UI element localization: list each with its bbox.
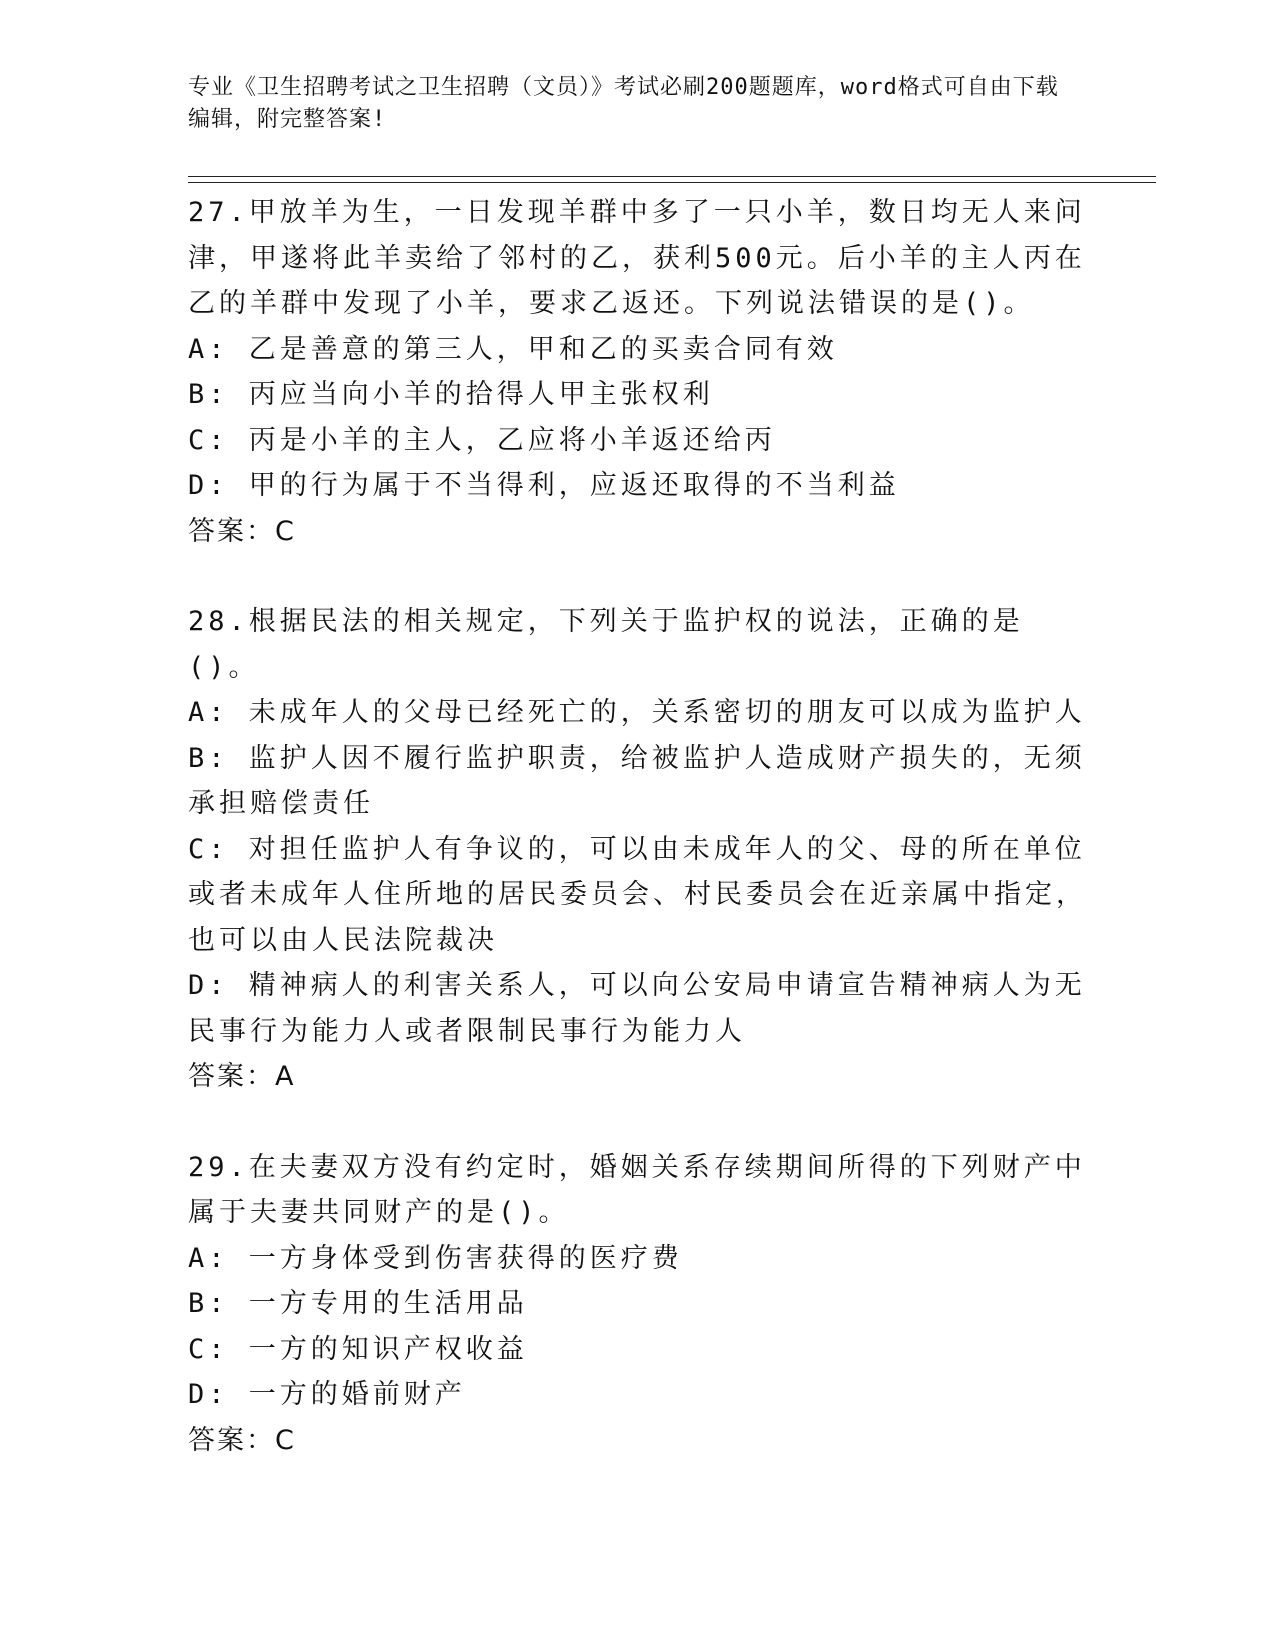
answer-line: 答案：C <box>188 515 296 547</box>
option-d: D: 一方的婚前财产 <box>188 1379 466 1410</box>
question-stem: 29.在夫妻双方没有约定时，婚姻关系存续期间所得的下列财产中属于夫妻共同财产的是()。 <box>188 1151 1086 1228</box>
option-a: A: 乙是善意的第三人，甲和乙的买卖合同有效 <box>188 333 838 365</box>
question-27 <box>188 190 1088 554</box>
option-c: C: 一方的知识产权收益 <box>188 1333 528 1365</box>
question-28 <box>188 599 1088 1100</box>
option-b: B: 监护人因不履行监护职责，给被监护人造成财产损失的，无须承担赔偿责任 <box>188 742 1086 819</box>
question-stem: 28.根据民法的相关规定，下列关于监护权的说法，正确的是()。 <box>188 606 1024 683</box>
answer-line: 答案：A <box>188 1061 296 1092</box>
answer-line: 答案：C <box>188 1424 296 1456</box>
option-d: D: 精神病人的利害关系人，可以向公安局申请宣告精神病人为无民事行为能力人或者限制民事行为能力人 <box>188 970 1086 1047</box>
document-header: 专业《卫生招聘考试之卫生招聘（文员）》考试必刷200题题库，word格式可自由下载编辑，附完整答案! <box>188 75 1059 132</box>
header-divider-bottom <box>188 182 1156 183</box>
question-stem: 27.甲放羊为生，一日发现羊群中多了一只小羊，数日均无人来问津，甲遂将此羊卖给了邻村的乙，获利500元。后小羊的主人丙在乙的羊群中发现了小羊，要求乙返还。下列说法错误的是()。 <box>188 197 1086 319</box>
option-a: A: 一方身体受到伤害获得的医疗费 <box>188 1242 683 1274</box>
option-d: D: 甲的行为属于不当得利，应返还取得的不当利益 <box>188 470 900 501</box>
header-divider-top <box>188 176 1156 177</box>
option-c: C: 丙是小羊的主人，乙应将小羊返还给丙 <box>188 424 776 456</box>
option-b: B: 一方专用的生活用品 <box>188 1288 528 1319</box>
option-b: B: 丙应当向小羊的拾得人甲主张权利 <box>188 379 714 410</box>
option-c: C: 对担任监护人有争议的，可以由未成年人的父、母的所在单位或者未成年人住所地的居民委员会、村民委员会在近亲属中指定，也可以由人民法院裁决 <box>188 833 1087 956</box>
question-list <box>188 190 1088 1508</box>
question-29 <box>188 1145 1088 1464</box>
option-a: A: 未成年人的父母已经死亡的，关系密切的朋友可以成为监护人 <box>188 697 1086 728</box>
